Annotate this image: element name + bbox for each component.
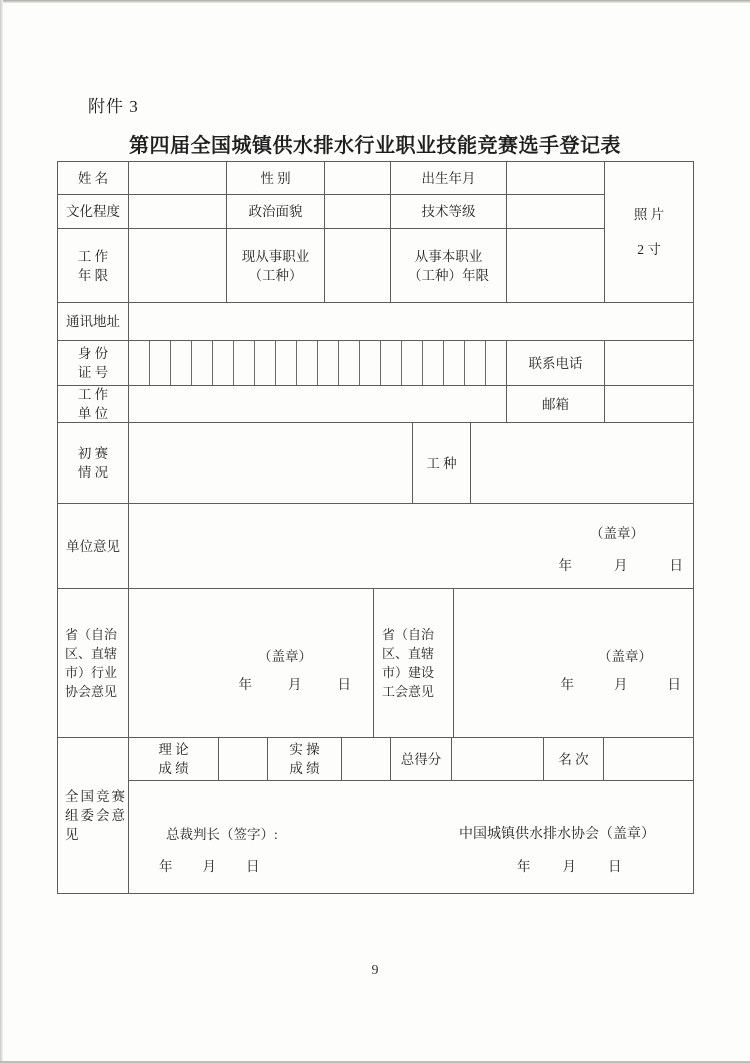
occupation-years-value-cell [506,228,604,302]
job-type-value-cell [470,422,693,503]
id-digit-box [191,341,212,385]
current-occupation-label: 现从事职业 （工种） [226,228,324,302]
id-digit-box [359,341,380,385]
id-digit-box [485,341,506,385]
gender-label: 性 别 [226,161,324,194]
education-label: 文化程度 [57,194,128,228]
province-association-label: 省（自治 区、直辖 市）行业 协会意见 [57,588,128,737]
work-years-value-cell [128,228,226,302]
gender-value-cell [324,161,390,194]
employer-value-cell [128,385,506,422]
current-occupation-value-cell [324,228,390,302]
practical-score-value-cell [341,737,390,780]
job-type-label: 工 种 [412,422,470,503]
rank-value-cell [603,737,693,780]
national-committee-label: 全国竞赛 组委会意 见 [57,737,128,893]
scan-edge-left [0,0,3,1063]
theory-score-value-cell [218,737,267,780]
province-union-value-cell [453,588,693,737]
id-digit-box [443,341,464,385]
total-score-value-cell [451,737,543,780]
id-digit-box [380,341,401,385]
committee-signature-cell [128,780,693,893]
id-digit-box [422,341,443,385]
date-line: 年 月 日 [558,558,683,573]
political-status-label: 政治面貌 [226,194,324,228]
address-label: 通讯地址 [57,302,128,340]
date-line: 年 月 日 [560,677,681,692]
seal-note: （盖章） [598,649,652,664]
chief-referee-label: 总裁判长（签字）: [166,827,278,842]
province-union-label: 省（自治 区、直辖 市）建设 工会意见 [373,588,453,737]
id-digit-box [317,341,338,385]
email-value-cell [604,385,693,422]
registration-form-table [57,161,694,894]
unit-opinion-value-cell [128,503,693,588]
birth-value-cell [506,161,604,194]
date-line: 年 月 日 [159,859,260,874]
preliminary-label: 初 赛 情 况 [57,422,128,503]
address-value-cell [128,302,693,340]
education-value-cell [128,194,226,228]
theory-score-label: 理 论 成 绩 [128,737,218,780]
tech-level-value-cell [506,194,604,228]
id-digit-box [296,341,317,385]
id-digit-box [129,341,149,385]
province-association-value-cell [128,588,373,737]
phone-value-cell [604,340,693,385]
seal-note: （盖章） [258,649,312,664]
employer-label: 工 作 单 位 [57,385,128,422]
id-digit-box [170,341,191,385]
id-number-boxes [128,340,506,385]
id-digit-box [233,341,254,385]
id-digit-box [254,341,275,385]
id-digit-box [212,341,233,385]
photo-cell: 照 片 2 寸 [604,161,693,302]
page-title: 第四届全国城镇供水排水行业职业技能竞赛选手登记表 [129,135,621,157]
attachment-label: 附件 3 [88,97,139,116]
scan-edge-top [0,0,750,3]
email-label: 邮箱 [506,385,604,422]
practical-score-label: 实 操 成 绩 [267,737,341,780]
phone-label: 联系电话 [506,340,604,385]
id-number-label: 身 份 证 号 [57,340,128,385]
occupation-years-label: 从事本职业 （工种）年限 [390,228,506,302]
tech-level-label: 技术等级 [390,194,506,228]
date-line: 年 月 日 [517,859,622,874]
unit-opinion-label: 单位意见 [57,503,128,588]
rank-label: 名 次 [543,737,603,780]
id-digit-box [149,341,170,385]
id-digit-box [401,341,422,385]
name-label: 姓 名 [57,161,128,194]
name-value-cell [128,161,226,194]
work-years-label: 工 作 年 限 [57,228,128,302]
birth-label: 出生年月 [390,161,506,194]
id-digit-box [275,341,296,385]
id-digit-box [464,341,485,385]
date-line: 年 月 日 [238,677,351,692]
association-seal-label: 中国城镇供水排水协会（盖章） [459,827,655,842]
seal-note: （盖章） [590,526,644,541]
political-status-value-cell [324,194,390,228]
total-score-label: 总得分 [390,737,451,780]
id-digit-box [338,341,359,385]
preliminary-value-cell [128,422,412,503]
page-number: 9 [371,963,379,978]
